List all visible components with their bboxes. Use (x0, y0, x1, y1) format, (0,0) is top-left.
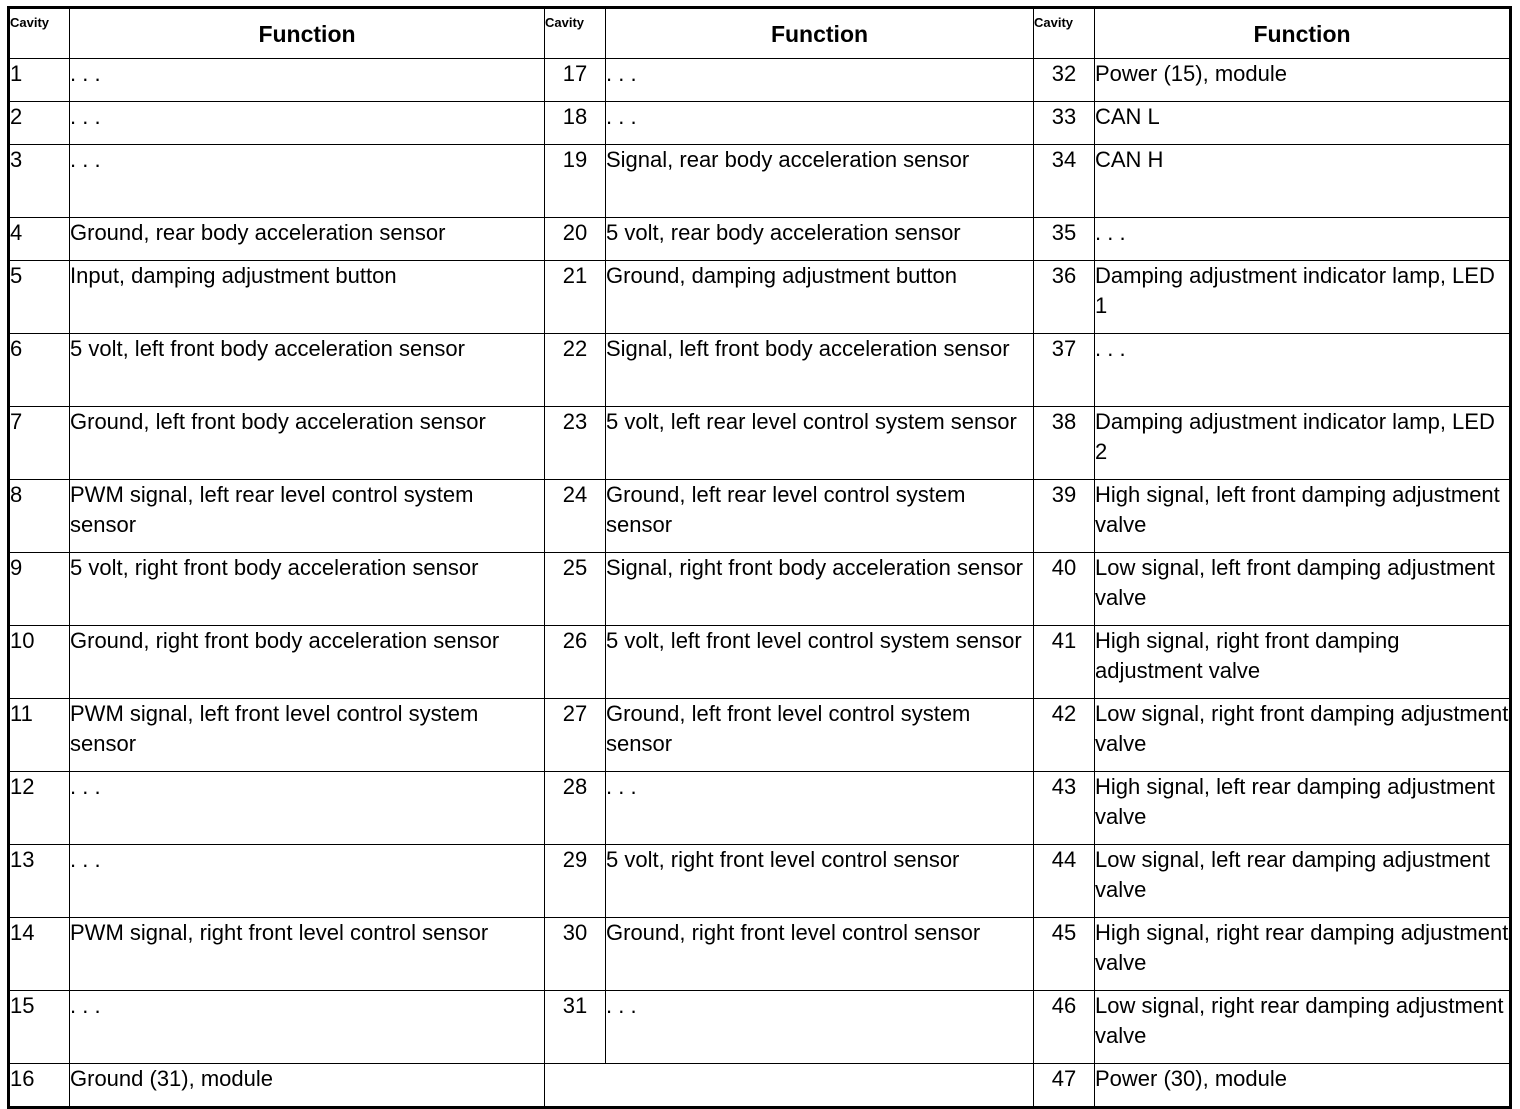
function-text: PWM signal, right front level control sensor (70, 918, 545, 991)
cavity-number: 23 (545, 407, 606, 480)
function-text: 5 volt, left rear level control system sensor (606, 407, 1034, 480)
cavity-number: 18 (545, 102, 606, 145)
function-text: Ground, damping adjustment button (606, 261, 1034, 334)
cavity-number: 16 (9, 1064, 70, 1108)
function-text: High signal, right rear damping adjustment valve (1095, 918, 1511, 991)
function-text: 5 volt, right front level control sensor (606, 845, 1034, 918)
cavity-number: 25 (545, 553, 606, 626)
empty-cell (545, 1064, 1034, 1108)
cavity-number: 30 (545, 918, 606, 991)
cavity-header: Cavity (9, 8, 70, 59)
function-text: . . . (70, 59, 545, 102)
function-text: 5 volt, left front level control system sensor (606, 626, 1034, 699)
function-text: CAN H (1095, 145, 1511, 218)
cavity-number: 32 (1034, 59, 1095, 102)
cavity-number: 36 (1034, 261, 1095, 334)
function-text: Input, damping adjustment button (70, 261, 545, 334)
function-text: Signal, right front body acceleration sensor (606, 553, 1034, 626)
function-text: 5 volt, rear body acceleration sensor (606, 218, 1034, 261)
function-text: High signal, left front damping adjustment valve (1095, 480, 1511, 553)
cavity-number: 31 (545, 991, 606, 1064)
cavity-number: 2 (9, 102, 70, 145)
function-text: PWM signal, left front level control system sensor (70, 699, 545, 772)
function-text: PWM signal, left rear level control system sensor (70, 480, 545, 553)
cavity-number: 35 (1034, 218, 1095, 261)
cavity-header: Cavity (1034, 8, 1095, 59)
table-row (9, 699, 1511, 772)
function-text: Ground, left front level control system sensor (606, 699, 1034, 772)
table-row (9, 334, 1511, 407)
table-row (9, 1064, 1511, 1108)
cavity-number: 27 (545, 699, 606, 772)
function-text: Power (15), module (1095, 59, 1511, 102)
function-text: High signal, right front damping adjustment valve (1095, 626, 1511, 699)
function-text: . . . (1095, 334, 1511, 407)
table-row (9, 845, 1511, 918)
function-text: Power (30), module (1095, 1064, 1511, 1108)
table-row (9, 918, 1511, 991)
function-text: 5 volt, right front body acceleration sensor (70, 553, 545, 626)
table-row (9, 407, 1511, 480)
function-text: High signal, left rear damping adjustment valve (1095, 772, 1511, 845)
function-text: . . . (606, 991, 1034, 1064)
function-text: Signal, rear body acceleration sensor (606, 145, 1034, 218)
function-text: . . . (70, 772, 545, 845)
cavity-number: 37 (1034, 334, 1095, 407)
cavity-number: 45 (1034, 918, 1095, 991)
cavity-number: 7 (9, 407, 70, 480)
cavity-number: 41 (1034, 626, 1095, 699)
function-text: Ground, right front level control sensor (606, 918, 1034, 991)
cavity-number: 46 (1034, 991, 1095, 1064)
function-header: Function (1095, 8, 1511, 59)
cavity-number: 5 (9, 261, 70, 334)
cavity-number: 12 (9, 772, 70, 845)
function-text: Damping adjustment indicator lamp, LED 1 (1095, 261, 1511, 334)
function-text: Low signal, left rear damping adjustment valve (1095, 845, 1511, 918)
function-text: Ground, left rear level control system sensor (606, 480, 1034, 553)
cavity-number: 3 (9, 145, 70, 218)
header-row (9, 8, 1511, 59)
function-text: . . . (70, 102, 545, 145)
function-header: Function (70, 8, 545, 59)
cavity-number: 38 (1034, 407, 1095, 480)
function-text: Ground, rear body acceleration sensor (70, 218, 545, 261)
cavity-number: 4 (9, 218, 70, 261)
function-text: . . . (606, 59, 1034, 102)
table-row (9, 218, 1511, 261)
cavity-number: 40 (1034, 553, 1095, 626)
function-text: 5 volt, left front body acceleration sensor (70, 334, 545, 407)
function-text: Ground, left front body acceleration sensor (70, 407, 545, 480)
cavity-number: 24 (545, 480, 606, 553)
cavity-number: 13 (9, 845, 70, 918)
function-text: Damping adjustment indicator lamp, LED 2 (1095, 407, 1511, 480)
table-row (9, 261, 1511, 334)
cavity-number: 8 (9, 480, 70, 553)
cavity-number: 19 (545, 145, 606, 218)
table-row (9, 626, 1511, 699)
table-row (9, 102, 1511, 145)
table-row (9, 480, 1511, 553)
function-text: Ground (31), module (70, 1064, 545, 1108)
cavity-number: 14 (9, 918, 70, 991)
cavity-number: 43 (1034, 772, 1095, 845)
cavity-number: 28 (545, 772, 606, 845)
cavity-number: 6 (9, 334, 70, 407)
table-row (9, 772, 1511, 845)
cavity-number: 42 (1034, 699, 1095, 772)
table-row (9, 553, 1511, 626)
cavity-number: 15 (9, 991, 70, 1064)
function-text: . . . (606, 772, 1034, 845)
function-text: . . . (606, 102, 1034, 145)
cavity-number: 11 (9, 699, 70, 772)
cavity-number: 44 (1034, 845, 1095, 918)
cavity-number: 10 (9, 626, 70, 699)
function-text: . . . (70, 145, 545, 218)
cavity-number: 33 (1034, 102, 1095, 145)
cavity-number: 9 (9, 553, 70, 626)
cavity-function-table (7, 6, 1512, 1109)
function-text: . . . (70, 991, 545, 1064)
cavity-number: 21 (545, 261, 606, 334)
function-text: Low signal, right rear damping adjustment valve (1095, 991, 1511, 1064)
function-text: Ground, right front body acceleration sensor (70, 626, 545, 699)
cavity-number: 39 (1034, 480, 1095, 553)
cavity-number: 20 (545, 218, 606, 261)
cavity-number: 47 (1034, 1064, 1095, 1108)
table-row (9, 991, 1511, 1064)
function-header: Function (606, 8, 1034, 59)
cavity-number: 29 (545, 845, 606, 918)
cavity-number: 1 (9, 59, 70, 102)
function-text: Signal, left front body acceleration sensor (606, 334, 1034, 407)
table-row (9, 59, 1511, 102)
function-text: . . . (1095, 218, 1511, 261)
function-text: Low signal, right front damping adjustment valve (1095, 699, 1511, 772)
cavity-header: Cavity (545, 8, 606, 59)
function-text: Low signal, left front damping adjustment valve (1095, 553, 1511, 626)
cavity-number: 34 (1034, 145, 1095, 218)
function-text: CAN L (1095, 102, 1511, 145)
cavity-number: 26 (545, 626, 606, 699)
cavity-number: 22 (545, 334, 606, 407)
cavity-number: 17 (545, 59, 606, 102)
function-text: . . . (70, 845, 545, 918)
table-row (9, 145, 1511, 218)
